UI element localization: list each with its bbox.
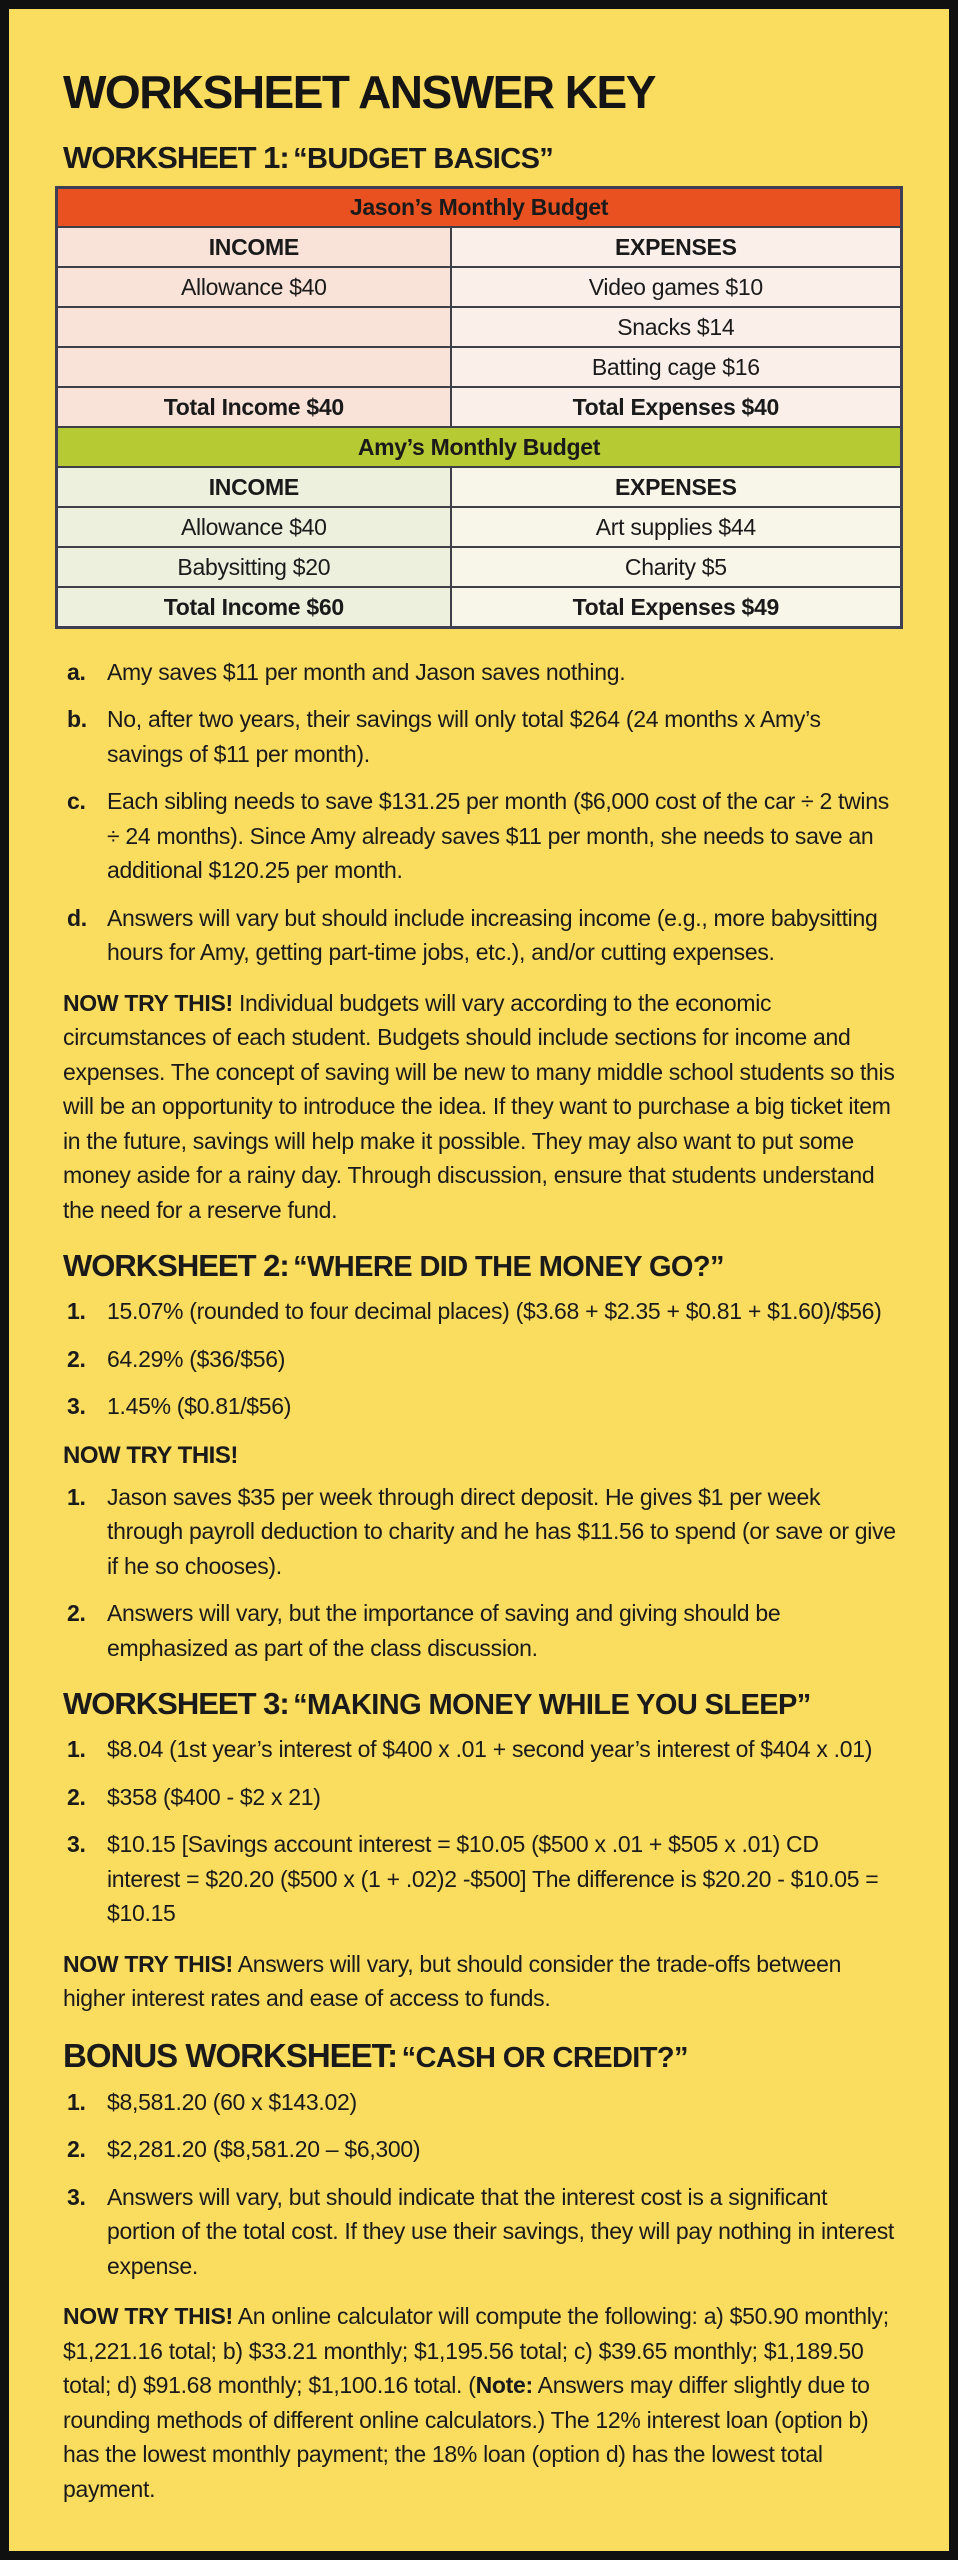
worksheet2-now-try-this-label: NOW TRY THIS! [63, 1441, 238, 1469]
worksheet3-answers [67, 1732, 903, 1931]
worksheet2-answers [67, 1294, 903, 1424]
table-cell: Babysitting $20 [57, 547, 451, 587]
answer-label: 2. [67, 2136, 86, 2163]
answer-label: 3. [67, 2183, 86, 2210]
answer-item [67, 1732, 903, 1767]
amy-expenses-column-header: EXPENSES [451, 467, 902, 507]
answer-item [67, 2085, 903, 2120]
answer-text: 64.29% ($36/$56) [107, 1345, 286, 1372]
worksheet1-now-try-this [63, 986, 903, 1228]
budget-table [55, 186, 903, 629]
table-cell: Batting cage $16 [451, 347, 902, 387]
jason-totals-row [57, 387, 902, 427]
bonus-answers [67, 2085, 903, 2284]
jason-column-header-row [57, 227, 902, 267]
answer-item [67, 702, 903, 771]
worksheet1-heading [63, 141, 903, 176]
worksheet1-heading-title: “BUDGET BASICS” [293, 143, 554, 175]
answer-label: c. [67, 788, 86, 815]
worksheet2-ntt-answers [67, 1480, 903, 1666]
now-try-this-label: NOW TRY THIS! [63, 2303, 233, 2330]
answer-label: 1. [67, 1483, 86, 1510]
worksheet2-heading-label: WORKSHEET 2: [63, 1248, 289, 1284]
now-try-this-label: NOW TRY THIS! [63, 1950, 233, 1977]
answer-text: $8.04 (1st year’s interest of $400 x .01 + second year’s interest of $404 x .01) [107, 1736, 873, 1763]
bonus-heading-label: BONUS WORKSHEET: [63, 2036, 398, 2074]
worksheet2-heading-title: “WHERE DID THE MONEY GO?” [293, 1251, 724, 1284]
answer-item [67, 1480, 903, 1584]
answer-text: Jason saves $35 per week through direct deposit. He gives $1 per week through payroll deduction to charity and he has $11.56 to spend (or save or give if he so chooses). [107, 1483, 896, 1579]
amy-total-income-cell: Total Income $60 [57, 587, 451, 627]
jason-band-row [57, 187, 902, 227]
table-row [57, 507, 902, 547]
worksheet2-heading [63, 1249, 903, 1284]
worksheet3-heading-label: WORKSHEET 3: [63, 1686, 289, 1722]
amy-income-column-header: INCOME [57, 467, 451, 507]
jason-income-column-header: INCOME [57, 227, 451, 267]
answer-text: 15.07% (rounded to four decimal places) ($3.68 + $2.35 + $0.81 + $1.60)/$56) [107, 1298, 882, 1325]
table-row [57, 347, 902, 387]
answer-text: $358 ($400 - $2 x 21) [107, 1783, 321, 1810]
table-cell: Charity $5 [451, 547, 902, 587]
answer-item [67, 1342, 903, 1377]
table-cell: Snacks $14 [451, 307, 902, 347]
note-label: Note: [475, 2372, 533, 2399]
answer-text: Amy saves $11 per month and Jason saves nothing. [107, 658, 626, 685]
worksheet1-answers [67, 655, 903, 970]
answer-label: 1. [67, 1298, 86, 1325]
worksheet3-now-try-this [63, 1947, 903, 2016]
worksheet3-heading-title: “MAKING MONEY WHILE YOU SLEEP” [293, 1689, 811, 1722]
table-cell: Video games $10 [451, 267, 902, 307]
answer-label: d. [67, 904, 87, 931]
answer-item [67, 1827, 903, 1931]
worksheet3-heading [63, 1687, 903, 1722]
jason-total-income-cell: Total Income $40 [57, 387, 451, 427]
answer-label: b. [67, 706, 87, 733]
answer-item [67, 1596, 903, 1665]
answer-label: 2. [67, 1600, 86, 1627]
table-row [57, 267, 902, 307]
table-cell [57, 307, 451, 347]
answer-text: $2,281.20 ($8,581.20 – $6,300) [107, 2136, 421, 2163]
answer-text: No, after two years, their savings will only total $264 (24 months x Amy’s savings of $11 per month). [107, 706, 821, 767]
amy-budget-header: Amy’s Monthly Budget [57, 427, 902, 467]
jason-expenses-column-header: EXPENSES [451, 227, 902, 267]
worksheet1-heading-label: WORKSHEET 1: [63, 140, 289, 175]
table-cell: Allowance $40 [57, 507, 451, 547]
now-try-this-label: NOW TRY THIS! [63, 989, 233, 1016]
answer-text: Answers will vary but should include increasing income (e.g., more babysitting hours for Amy, getting part-time jobs, etc.), and/or cutting expenses. [107, 904, 878, 966]
answer-text: 1.45% ($0.81/$56) [107, 1393, 292, 1420]
answer-item [67, 1294, 903, 1329]
answer-item [67, 1780, 903, 1815]
answer-label: 3. [67, 1393, 86, 1420]
amy-band-row [57, 427, 902, 467]
answer-label: 1. [67, 2088, 86, 2115]
bonus-heading-title: “CASH OR CREDIT?” [401, 2041, 688, 2074]
answer-label: 2. [67, 1345, 86, 1372]
table-row [57, 307, 902, 347]
amy-totals-row [57, 587, 902, 627]
answer-label: 1. [67, 1736, 86, 1763]
table-cell: Art supplies $44 [451, 507, 902, 547]
table-cell [57, 347, 451, 387]
now-try-this-text-a: An online calculator will compute the following: a) $50.90 monthly; $1,221.16 total; b) $33.21 monthly; $1,195.56 total; c) $39.65 monthly; $1,189.50 total; d) $91.68 monthly; $1,100.16 total. ( [63, 2303, 889, 2399]
answer-item [67, 784, 903, 888]
answer-item [67, 655, 903, 690]
answer-item [67, 2180, 903, 2284]
now-try-this-text: Individual budgets will vary according to the economic circumstances of each student. Budgets should include sections for income and expenses. The concept of saving will be new to many middle school students so this will be an opportunity to introduce the idea. If they want to purchase a big ticket item in the future, savings will help make it possible. They may also want to put some money aside for a rainy day. Through discussion, ensure that students understand the need for a reserve fund. [63, 989, 895, 1223]
answer-item [67, 1389, 903, 1424]
amy-total-expenses-cell: Total Expenses $49 [451, 587, 902, 627]
jason-budget-header: Jason’s Monthly Budget [57, 187, 902, 227]
answer-text: Answers will vary, but the importance of saving and giving should be emphasized as part of the class discussion. [107, 1600, 781, 1661]
table-cell: Allowance $40 [57, 267, 451, 307]
answer-label: a. [67, 658, 86, 685]
answer-text: Answers will vary, but should indicate that the interest cost is a significant portion of the total cost. If they use their savings, they will pay nothing in interest expense. [107, 2183, 895, 2279]
page-title: WORKSHEET ANSWER KEY [63, 66, 655, 118]
answer-text: $8,581.20 (60 x $143.02) [107, 2088, 357, 2115]
answer-item [67, 901, 903, 970]
now-try-this-text-b: Answers may differ slightly due to rounding methods of different online calculators.) The 12% interest loan (option b) has the lowest monthly payment; the 18% loan (option d) has the lowest total payment. [63, 2372, 870, 2502]
table-row [57, 547, 902, 587]
bonus-heading [63, 2038, 903, 2075]
now-try-this-text: Answers will vary, but should consider the trade-offs between higher interest rates and ease of access to funds. [63, 1950, 842, 2012]
bonus-now-try-this [63, 2299, 903, 2506]
answer-item [67, 2132, 903, 2167]
answer-label: 2. [67, 1783, 86, 1810]
jason-total-expenses-cell: Total Expenses $40 [451, 387, 902, 427]
answer-text: Each sibling needs to save $131.25 per month ($6,000 cost of the car ÷ 2 twins ÷ 24 months). Since Amy already saves $11 per month, she needs to save an additional $120.25 per month. [107, 788, 889, 884]
amy-column-header-row [57, 467, 902, 507]
answer-text: $10.15 [Savings account interest = $10.05 ($500 x .01 + $505 x .01) CD interest = $20.20 ($500 x (1 + .02)2 -$500] The difference is $20.20 - $10.05 = $10.15 [107, 1831, 879, 1927]
answer-label: 3. [67, 1831, 86, 1858]
